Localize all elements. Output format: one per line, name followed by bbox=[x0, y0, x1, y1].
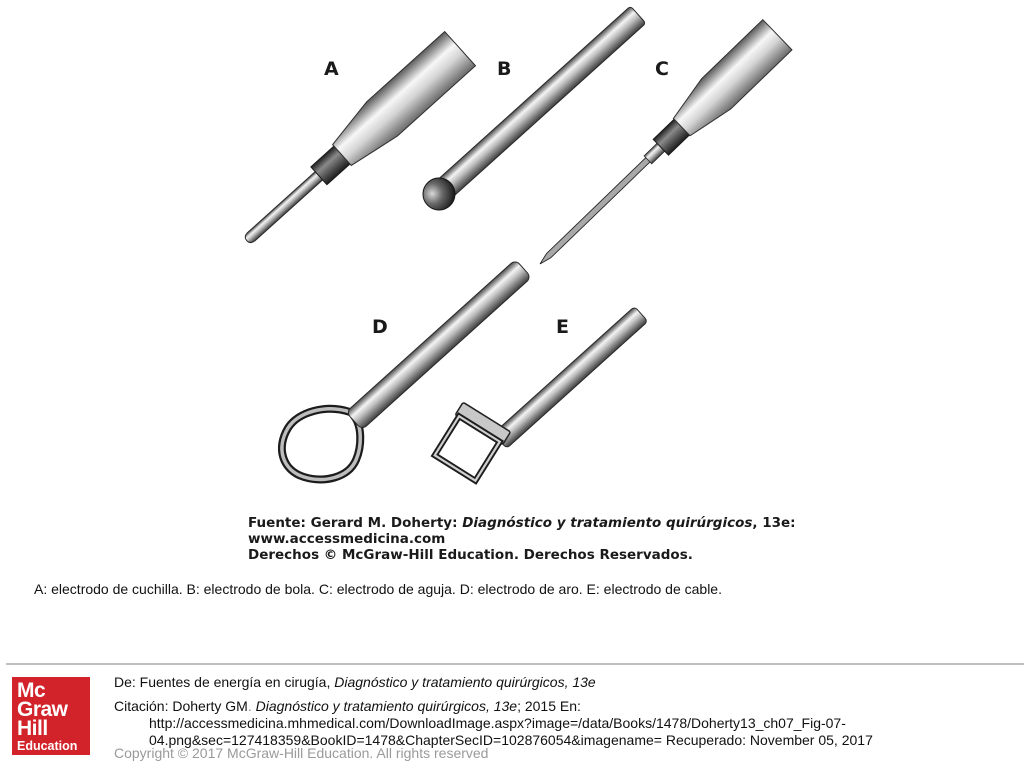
electrode-figure bbox=[238, 28, 796, 564]
source-line-1: Fuente: Gerard M. Doherty: Diagnóstico y tratamiento quirúrgicos, 13e: bbox=[248, 515, 796, 531]
source-line-2: www.accessmedicina.com bbox=[248, 531, 446, 547]
label-c: C bbox=[655, 58, 669, 80]
logo-line-2: Graw bbox=[17, 698, 68, 721]
copyright-notice: Copyright © 2017 McGraw-Hill Education. All rights reserved bbox=[114, 745, 489, 761]
logo-line-3: Hill bbox=[17, 717, 48, 740]
figure-caption: A: electrodo de cuchilla. B: electrodo de bola. C: electrodo de aguja. D: electrodo de aro. E: electrodo de cable. bbox=[34, 581, 722, 597]
logo-line-1: Mc bbox=[17, 679, 46, 702]
source-line: De: Fuentes de energía en cirugía, Diagnóstico y tratamiento quirúrgicos, 13e bbox=[114, 674, 596, 690]
figure bbox=[238, 28, 796, 564]
label-b: B bbox=[497, 58, 512, 80]
mcgraw-hill-logo bbox=[12, 677, 90, 755]
figure-source bbox=[248, 515, 796, 563]
label-d: D bbox=[372, 316, 388, 338]
logo-line-4: Education bbox=[17, 739, 78, 753]
citation-url-line-2[interactable]: 04.png&sec=127418359&BookID=1478&ChapterSecID=102876054&imagename= Recuperado: November 05, 2017 bbox=[149, 732, 873, 748]
label-e: E bbox=[556, 316, 569, 338]
divider bbox=[6, 663, 1024, 665]
electrode-a bbox=[231, 32, 475, 258]
citation-line: Citación: Doherty GM. Diagnóstico y tratamiento quirúrgicos, 13e; 2015 En: bbox=[114, 698, 581, 714]
electrode-b bbox=[416, 3, 648, 217]
citation-block bbox=[114, 674, 873, 749]
electrode-c bbox=[525, 20, 792, 279]
source-line-3: Derechos © McGraw-Hill Education. Derechos Reservados. bbox=[248, 547, 693, 563]
label-a: A bbox=[324, 58, 339, 80]
citation-url-line-1[interactable]: http://accessmedicina.mhmedical.com/DownloadImage.aspx?image=/data/Books/1478/Doherty13_ch07_Fig-07- bbox=[149, 715, 846, 731]
